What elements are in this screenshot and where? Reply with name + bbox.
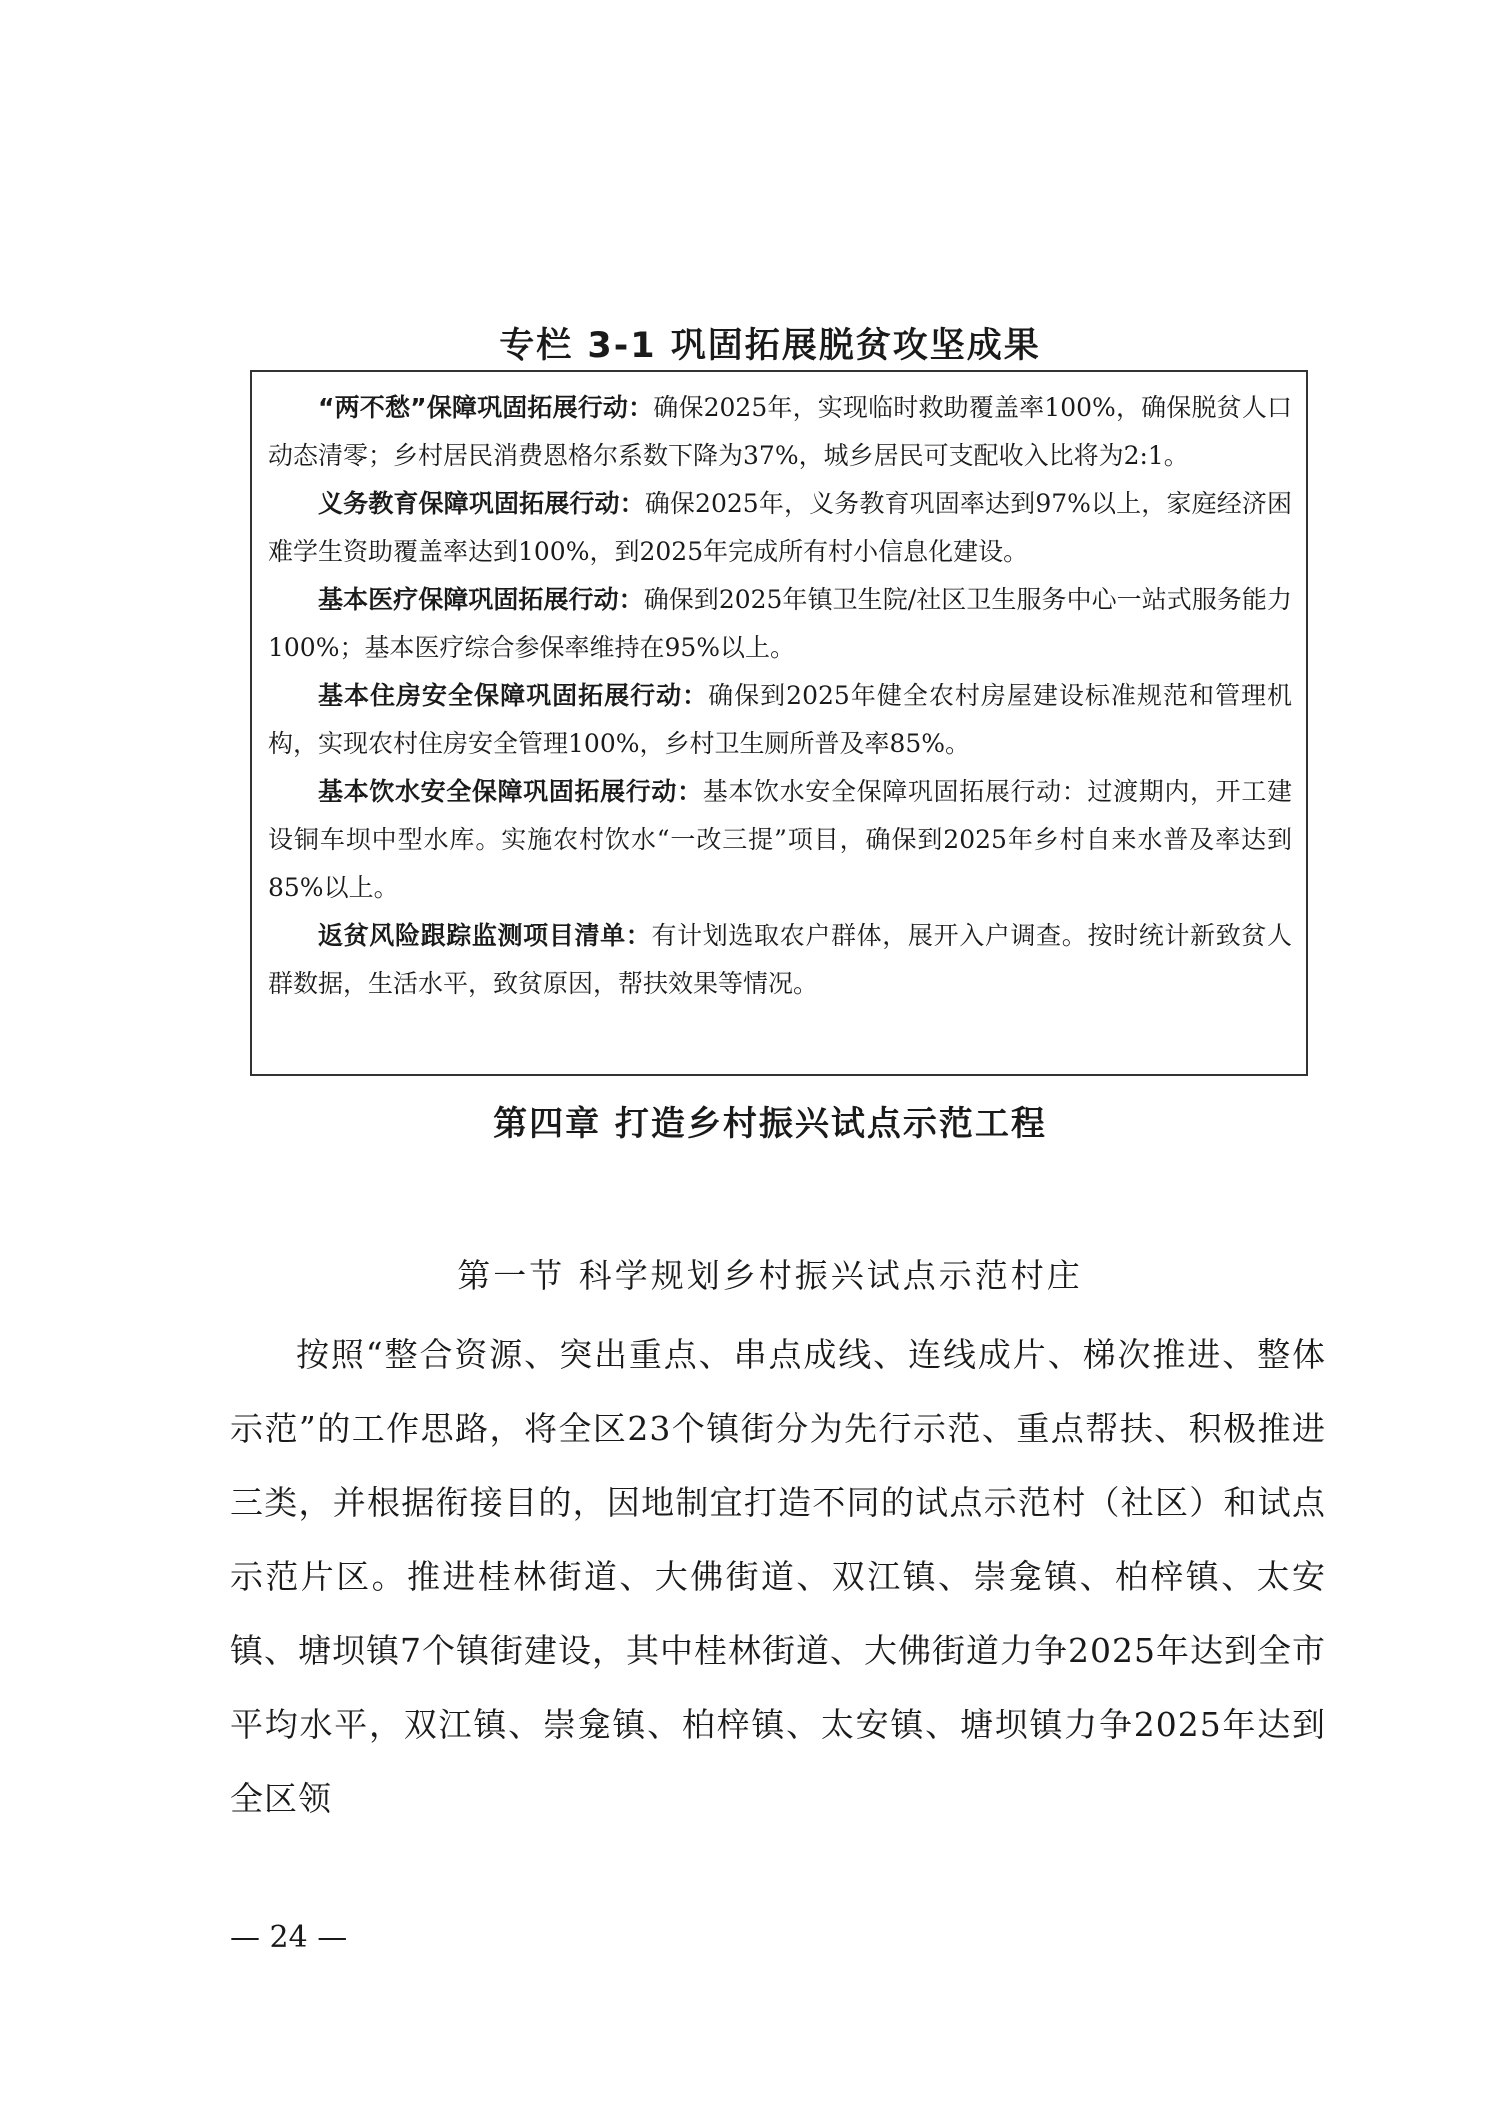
body-paragraph: 按照“整合资源、突出重点、串点成线、连线成片、梯次推进、整体示范”的工作思路，将全区23个镇街分为先行示范、重点帮扶、积极推进三类，并根据衔接目的，因地制宜打造不同的试点示范村（社区）和试点示范片区。推进桂林街道、大佛街道、双江镇、崇龛镇、柏梓镇、太安镇、塘坝镇7个镇街建设，其中桂林街道、大佛街道力争2025年达到全市平均水平，双江镇、崇龛镇、柏梓镇、太安镇、塘坝镇力争2025年达到全区领: [230, 1335, 1326, 1818]
box-entry: [268, 480, 1292, 576]
entry-text: 确保2025年，义务教育巩固率达到97%以上，家庭经济困难学生资助覆盖率达到100%，到2025年完成所有村小信息化建设。: [268, 489, 1292, 566]
entry-text: 确保2025年，实现临时救助覆盖率100%，确保脱贫人口动态清零；乡村居民消费恩格尔系数下降为37%，城乡居民可支配收入比将为2:1。: [268, 393, 1292, 470]
section-title: 第一节 科学规划乡村振兴试点示范村庄: [457, 1256, 1083, 1295]
box-entry: [268, 384, 1292, 480]
chapter-title: 第四章 打造乡村振兴试点示范工程: [493, 1104, 1047, 1144]
box-entry: [268, 672, 1292, 768]
box-entry: [268, 768, 1292, 912]
entry-lead: 基本医疗保障巩固拓展行动：: [318, 585, 644, 614]
entry-text: 有计划选取农户群体，展开入户调查。按时统计新致贫人群数据，生活水平，致贫原因，帮扶效果等情况。: [268, 921, 1292, 998]
box-title: 专栏 3-1 巩固拓展脱贫攻坚成果: [499, 326, 1041, 366]
entry-text: 基本饮水安全保障巩固拓展行动：过渡期内，开工建设铜车坝中型水库。实施农村饮水“一改三提”项目，确保到2025年乡村自来水普及率达到85%以上。: [268, 777, 1292, 902]
entry-text: 确保到2025年镇卫生院/社区卫生服务中心一站式服务能力100%；基本医疗综合参保率维持在95%以上。: [268, 585, 1292, 662]
entry-lead: 义务教育保障巩固拓展行动：: [318, 489, 645, 518]
box-entry: [268, 912, 1292, 1008]
entry-lead: 基本饮水安全保障巩固拓展行动：: [318, 777, 703, 806]
entry-lead: 基本住房安全保障巩固拓展行动：: [318, 681, 709, 710]
column-box: [250, 370, 1308, 1076]
entry-text: 确保到2025年健全农村房屋建设标准规范和管理机构，实现农村住房安全管理100%，乡村卫生厕所普及率85%。: [268, 681, 1292, 758]
entry-lead: 返贫风险跟踪监测项目清单：: [318, 921, 652, 950]
entry-lead: “两不愁”保障巩固拓展行动：: [318, 393, 654, 422]
page-number: — 24 —: [230, 1920, 348, 1955]
box-entry: [268, 576, 1292, 672]
